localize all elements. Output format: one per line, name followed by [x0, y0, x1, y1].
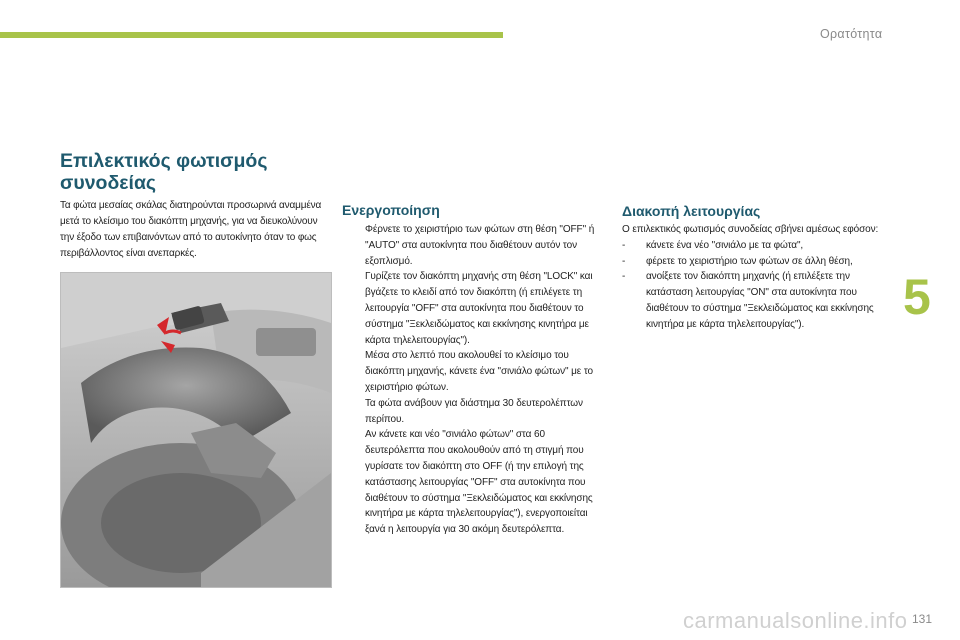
step-text: Φέρνετε το χειριστήριο των φώτων στη θέση "OFF" ή "AUTO" στα αυτοκίνητα που διαθέτουν αυτόν τον εξοπλισμό.	[365, 224, 595, 267]
watermark: carmanualsonline.info	[683, 608, 908, 633]
steering-column-illustration	[61, 273, 331, 587]
page-title: Επιλεκτικός φωτισμός συνοδείας	[60, 150, 268, 194]
section-title: Ορατότητα	[820, 27, 883, 41]
deactivation-item	[622, 269, 880, 332]
deactivation-section	[622, 222, 880, 333]
deactivation-item	[622, 254, 880, 270]
chapter-number: 5	[903, 269, 931, 325]
deactivation-item	[622, 238, 880, 254]
deactivation-intro: Ο επιλεκτικός φωτισμός συνοδείας σβήνει αμέσως εφόσον:	[622, 224, 879, 235]
step-note: Τα φώτα ανάβουν για διάστημα 30 δευτερολέπτων περίπου.	[365, 397, 583, 425]
page-number: 131	[912, 612, 933, 626]
intro-paragraph: Τα φώτα μεσαίας σκάλας διατηρούνται προσωρινά αναμμένα μετά το κλείσιμο του διακόπτη μηχανής, για να διευκολύνουν την έξοδο των επιβαινόντων από το αυτοκίνητο όταν το φως περιβάλλοντος είναι ανεπαρκές.	[60, 200, 322, 259]
deactivation-heading: Διακοπή λειτουργίας	[622, 203, 761, 219]
activation-step	[342, 348, 604, 427]
activation-step	[342, 269, 604, 348]
dash-marker: -	[622, 255, 626, 267]
deactivation-item-text: κάνετε ένα νέο "σινιάλο με τα φώτα",	[646, 239, 804, 251]
step-text: Αν κάνετε και νέο "σινιάλο φώτων" στα 60 δευτερόλεπτα που ακολουθούν από τη στιγμή που γυρίσατε τον διακόπτη στο OFF (ή την επιλογή της κατάστασης λειτουργίας "OFF" στα αυτοκίνητα που διαθέτουν το σύστημα "Ξεκλειδώματος και εκκίνησης κινητήρα με κάρτα τηλελειτουργίας"), ενεργοποιείται ξανά η λειτουργία για 30 ακόμη δευτερόλεπτα.	[365, 429, 593, 536]
activation-step	[342, 427, 604, 538]
deactivation-item-text: φέρετε το χειριστήριο των φώτων σε άλλη θέση,	[646, 255, 853, 267]
activation-step	[342, 222, 604, 269]
step-text: Μέσα στο λεπτό που ακολουθεί το κλείσιμο του διακόπτη μηχανής, κάνετε ένα "σινιάλο φώτων" με το χειριστήριο φώτων.	[365, 350, 593, 393]
dash-marker: -	[622, 271, 626, 283]
dashboard-photo	[60, 272, 332, 588]
step-text: Γυρίζετε τον διακόπτη μηχανής στη θέση "LOCK" και βγάζετε το κλειδί από τον διακόπτη (ή επιλέγετε τη λειτουργία "OFF" στα αυτοκίνητα που διαθέτουν το σύστημα "Ξεκλειδώματος και εκκίνησης κινητήρα με κάρτα τηλελειτουργίας").	[365, 271, 593, 346]
activation-steps	[342, 222, 604, 538]
header-accent-bar	[0, 32, 503, 38]
dash-marker: -	[622, 239, 626, 251]
activation-heading: Ενεργοποίηση	[342, 202, 440, 218]
deactivation-item-text: ανοίξετε τον διακόπτη μηχανής (ή επιλέξετε την κατάσταση λειτουργίας "ON" στα αυτοκίνητα που διαθέτουν το σύστημα "Ξεκλειδώματος και εκκίνησης κινητήρα με κάρτα τηλελειτουργίας").	[646, 271, 874, 330]
